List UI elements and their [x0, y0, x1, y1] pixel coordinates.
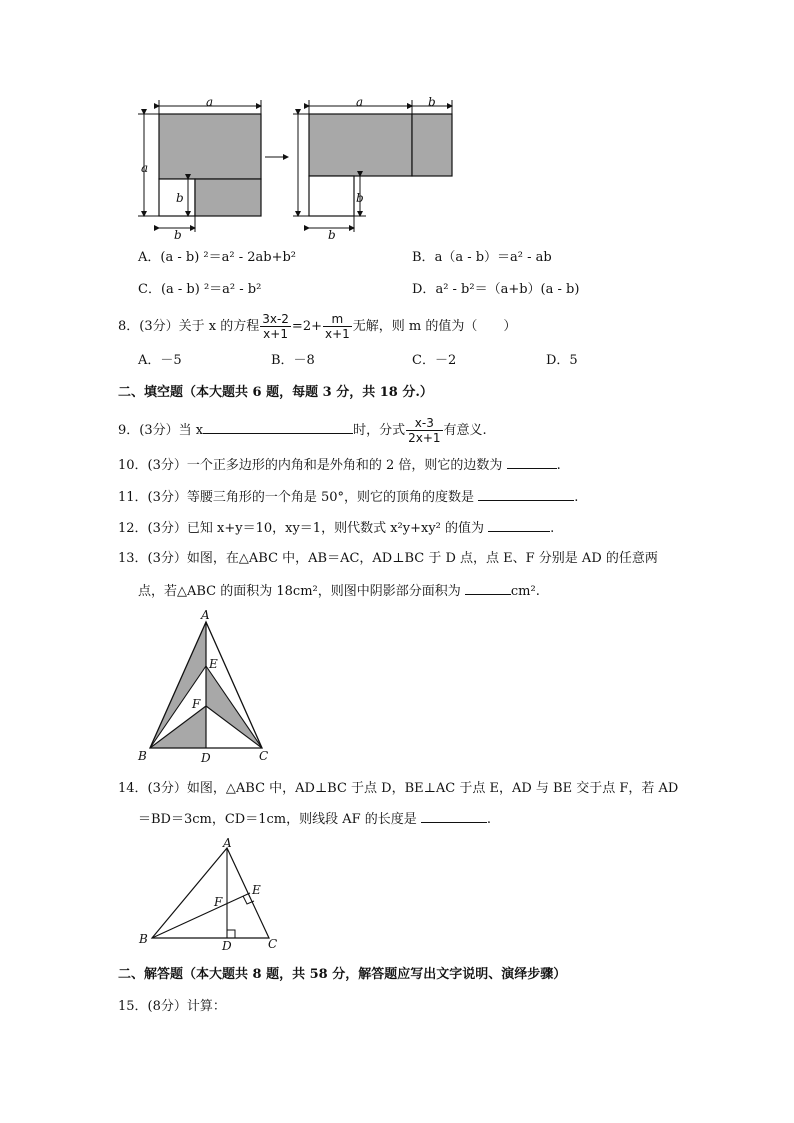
q13-triangle-figure [136, 608, 276, 766]
q13-label-d: D [201, 751, 211, 765]
q14-label-d: D [222, 939, 232, 953]
fig7-label-a-top2: a [356, 95, 364, 109]
section-answer-heading: 二、解答题（本大题共 8 题，共 58 分，解答题应写出文字说明、演绎步骤） [118, 967, 567, 982]
q11-answer-blank[interactable] [478, 488, 574, 501]
q13-stem-line2: 点，若△ABC 的面积为 18cm²，则图中阴影部分面积为 cm². [138, 584, 540, 599]
q14-label-c: C [268, 937, 278, 951]
q13-answer-blank[interactable] [465, 582, 511, 595]
fig7-label-a-left: a [141, 161, 149, 175]
q8-stem: 8．(3分）关于 x 的方程 $\frac{3x-2}{x+1}$ =2+ $\frac{m}{x+1}$ 无解，则 m 的值为（ ） [118, 312, 517, 341]
fig7-label-b-inner2: b [356, 191, 364, 205]
section-fill-in-heading: 二、填空题（本大题共 6 题，每题 3 分，共 18 分.） [118, 385, 433, 400]
q14-answer-blank[interactable] [421, 810, 487, 823]
q10-stem: 10．(3分）一个正多边形的内角和是外角和的 2 倍，则它的边数为 . [118, 458, 561, 473]
q9-answer-blank[interactable] [203, 421, 353, 434]
fig7-label-b-inner: b [176, 191, 184, 205]
fig7-label-a-top: a [206, 95, 214, 109]
q13-stem-line1: 13．(3分）如图，在△ABC 中，AB＝AC，AD⊥BC 于 D 点，点 E、F 分别是 AD 的任意两 [118, 551, 658, 566]
q14-label-b: B [139, 932, 148, 946]
q14-label-e: E [252, 883, 261, 897]
q12-answer-blank[interactable] [488, 519, 550, 532]
q7-option-a-text: (a - b) ²＝a² - 2ab+b² [160, 250, 296, 265]
q14-stem-line2: ＝BD＝3cm，CD＝1cm，则线段 AF 的长度是 . [138, 812, 492, 827]
q8-option-d[interactable]: D．5 [546, 353, 578, 368]
q10-answer-blank[interactable] [507, 456, 557, 469]
q13-label-c: C [259, 749, 269, 763]
q8-fraction-2: $\frac{m}{x+1}$ [324, 312, 350, 341]
q7-option-c-text: (a - b) ²＝a² - b² [160, 282, 262, 297]
q13-label-a: A [201, 608, 210, 622]
q9-stem: 9．(3分）当 x 时，分式 $\frac{x-3}{2x+1}$ 有意义. [118, 416, 487, 445]
q14-label-f: F [214, 895, 223, 909]
q9-fraction: $\frac{x-3}{2x+1}$ [408, 416, 441, 445]
q7-square-diagram [130, 92, 480, 240]
q8-option-c[interactable]: C．－2 [412, 353, 457, 368]
q14-triangle-figure [136, 836, 286, 954]
q11-stem: 11．(3分）等腰三角形的一个角是 50°，则它的顶角的度数是 . [118, 490, 579, 505]
fig7-label-b-bottom2: b [328, 228, 336, 240]
q7-option-b-text: a（a - b）＝a² - ab [434, 250, 552, 265]
fig7-label-b-bottom: b [174, 228, 182, 240]
q13-label-e: E [209, 657, 218, 671]
q13-label-f: F [192, 697, 201, 711]
q7-option-d[interactable]: D．a² - b²＝（a+b）(a - b) [412, 282, 580, 297]
q14-stem-line1: 14．(3分）如图，△ABC 中，AD⊥BC 于点 D，BE⊥AC 于点 E，AD 与 BE 交于点 F，若 AD [118, 781, 679, 796]
q7-option-d-text: a² - b²＝（a+b）(a - b) [435, 282, 580, 297]
q7-option-a[interactable]: A．(a - b) ²＝a² - 2ab+b² [138, 250, 296, 265]
q8-fraction-1: $\frac{3x-2}{x+1}$ [262, 312, 289, 341]
q8-option-b[interactable]: B．－8 [271, 353, 315, 368]
q15-stem: 15．(8分）计算： [118, 999, 226, 1014]
q12-stem: 12．(3分）已知 x+y＝10，xy＝1，则代数式 x²y+xy² 的值为 . [118, 521, 555, 536]
q8-option-a[interactable]: A．－5 [138, 353, 182, 368]
q14-label-a: A [223, 836, 232, 850]
q7-option-b[interactable]: B．a（a - b）＝a² - ab [412, 250, 552, 265]
q13-label-b: B [138, 749, 147, 763]
fig7-label-b-top2: b [428, 95, 436, 109]
q7-option-c[interactable]: C．(a - b) ²＝a² - b² [138, 282, 262, 297]
